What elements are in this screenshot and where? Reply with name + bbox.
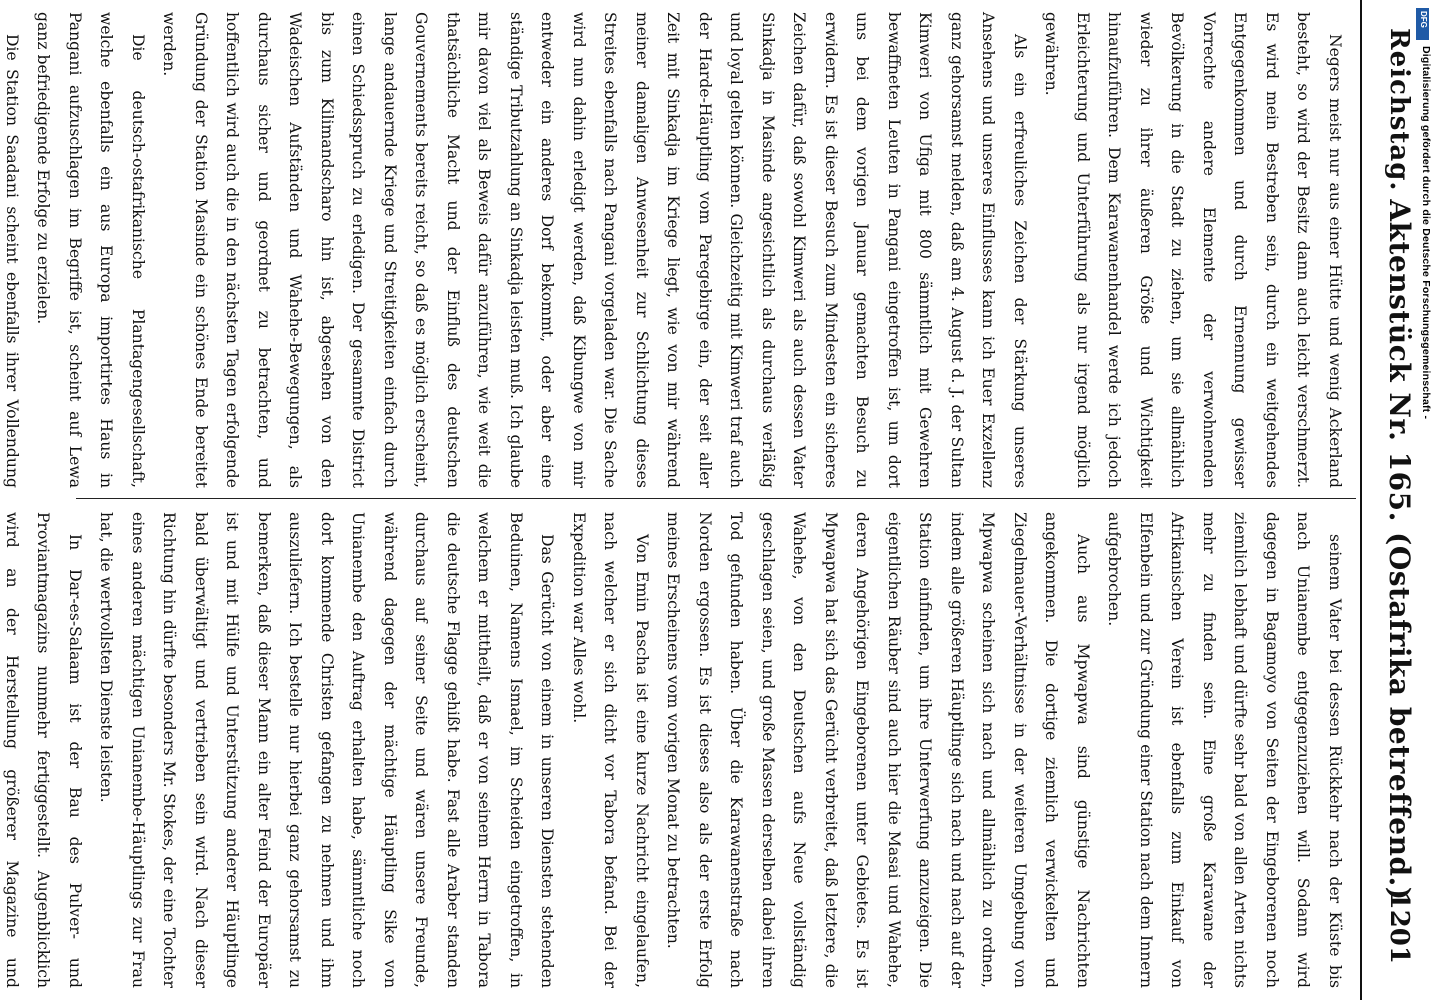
paragraph: Von Emin Pascha ist eine kurze Nachricht eingelaufen, nach welcher er sich dicht vor Tabora befand. Bei der Expedition war Alles wohl.: [570, 512, 651, 988]
paragraph: In Dar-es-Salaam ist der Bau des Pulver- und Proviantmagazins nunmehr fertiggestellt. Augenblicklich wird an der Herstellung größerer Magazine und: [3, 512, 84, 988]
dfg-logo-badge: [1416, 8, 1429, 40]
header-section-label: Reichstag.: [1384, 28, 1414, 192]
dfg-badge-label: DFG: [1419, 11, 1428, 28]
right-text-column: [3, 512, 1350, 988]
left-text-column: [3, 12, 1350, 488]
paragraph: Die deutsch-ostafrikanische Plantagengesellschaft, welche ebenfalls ein aus Europa importirtes Haus in Pangani aufzuschlagen im Begriffe ist, scheint auf Lewa ganz befriedigende Erfolge zu erzielen.: [34, 12, 147, 488]
paragraph: Die Station Saadani scheint ebenfalls ihrer Vollendung: [3, 34, 21, 488]
paragraph: Das Gerücht von einem in unseren Diensten stehenden Beduinen, Namens Ismael, im Scheiden eingetroffen, in welchem er mittheilt, daß er von seinem Herrn in Tabora die deutsche Flagge gehißt habe. Fast alle Araber standen durchaus auf seiner Seite und wären unsere Freunde, während dagegen der mächtige Häuptling Sike von Unianembe den Auftrag erhalten habe, sämmtliche noch dort kommende Christen gefangen zu nehmen und ihm auszuliefern. Ich bestelle nur hierbei ganz gehorsamst zu bemerken, daß dieser Mann ein alter Feind der Europäer ist und mit Hülfe und Unterstützung anderer Häuptlinge bald überwältigt und vertrieben sein wird. Nach dieser Richtung hin dürfte besonders Mr. Stokes, der eine Tochter eines anderen mächtigen Unianembe-Häuptlings zur Frau hat, die wertvollsten Dienste leisten.: [97, 512, 557, 988]
page-number: 1201: [1384, 891, 1414, 964]
paragraph: seinem Vater bei dessen Rückkehr nach der Küste bis nach Unianembe entgegenzuziehen will. Sodann wird dagegen in Bagamoyo von Seiten der Eingeborenen noch ziemlich lebhaft und dürfte sehr bald von allen Arten nichts mehr zu finden sein. Eine große Karawane der Afrikanischen Verein ist ebenfalls zum Einkauf von Elfenbein und zur Gründung einer Station nach dem Innern aufgebrochen.: [1105, 512, 1344, 988]
paragraph: Als ein erfreuliches Zeichen der Stärkung unseres Ansehens und unseres Einflusses kann ich Euer Exzellenz ganz gehorsamst melden, daß am 4. August d. J. der Sultan Kimweri von Ufiga mit 800 sämmtlich mit Gewehren bewaffneten Leuten in Pangani eingetroffen ist, um dort uns bei dem vorigen Januar gemachten Besuch zu erwidern. Es ist dieser Besuch zum Mindesten ein sicheres Zeichen dafür, daß sowohl Kimweri als auch dessen Vater Sinkadja in Masinde angesichtlich als durchaus verläßig und loyal gelten können. Gleichzeitig mit Kimweri traf auch der Harde-Häuptling vom Paregebirge ein, der seit aller Zeit mit Sinkadja im Kriege liegt, wie von mir während meiner damaligen Anwesenheit zur Schlichtung dieses Streites ebenfalls nach Pangani vorgeladen war. Die Sache wird nun dahin erledigt werden, daß Kibungwe von mir entweder ein anderes Dorf bekommt, oder aber eine ständige Tributzahlung an Sinkadja leisten muß. Ich glaube mir davon viel als Beweis dafür anzuführen, wie weit die thatsächliche Macht und der Einfluß des deutschen Gouvernements bereits reicht, so daß es möglich erscheint, lange andauernde Kriege und Streitigkeiten einfach durch einen Schiedsspruch zu erledigen. Der gesammte District bis zum Kilimandscharo hin ist, abgesehen von den Wadeischen Aufständen und Wahehe-Bewegungen, als durchaus sicher und geordnet zu betrachten, und hoffentlich wird auch die in den nächsten Tagen erfolgende Gründung der Station Masinde ein schönes Ende bereitet werden.: [160, 12, 1029, 488]
column-divider: [76, 498, 1356, 499]
paragraph: Negers meist nur aus einer Hütte und wenig Ackerland besteht, so wird der Besitz dann auch leicht verschmerzt. Es wird mein Bestreben sein, durch ein weitgehendes Entgegenkommen und durch Ernennung gewisser Vorrechte andere Elemente der verwohnenden Bevölkerung in die Stadt zu ziehen, um sie allmählich wieder zu ihrer äußeren Größe und Wichtigkeit hinaufzuführen. Dem Karawanenhandel werde ich jedoch Erleichterung und Unterführung als nur irgend möglich gewähren.: [1042, 12, 1344, 488]
paragraph: Auch aus Mpwapwa sind günstige Nachrichten angekommen. Die dortige ziemlich verwickelten und Ziegelmauer-Verhältnisse in der weiteren Umgebung von Mpwapwa scheinen sich nach und allmählich zu ordnen, indem alle größeren Häuptlinge sich nach und nach auf der Station einfinden, um ihre Unterwerfung anzuzeigen. Die eigentlichen Räuber sind auch hier die Masai und Wahehe, deren Angehörigen Eingeborenen unter Gebietes. Es ist Mpwapwa hat sich das Gerücht verbreitet, daß letztere, die Wahehe, von den Deutschen aufs Neue vollständig geschlagen seien, und große Massen derselben dabei ihren Tod gefunden haben. Über die Karawanenstraße nach Norden ergossen. Es ist dieses also als der erste Erfolg meines Erscheinens vom vorigen Monat zu betrachten.: [664, 512, 1092, 988]
digitization-credit: Digitalisierung gefördert durch die Deutsche Forschungsgemeinschaft -: [1420, 46, 1432, 420]
header-document-title: Aktenstück Nr. 165. (Ostafrika betreffend.): [1383, 199, 1416, 901]
